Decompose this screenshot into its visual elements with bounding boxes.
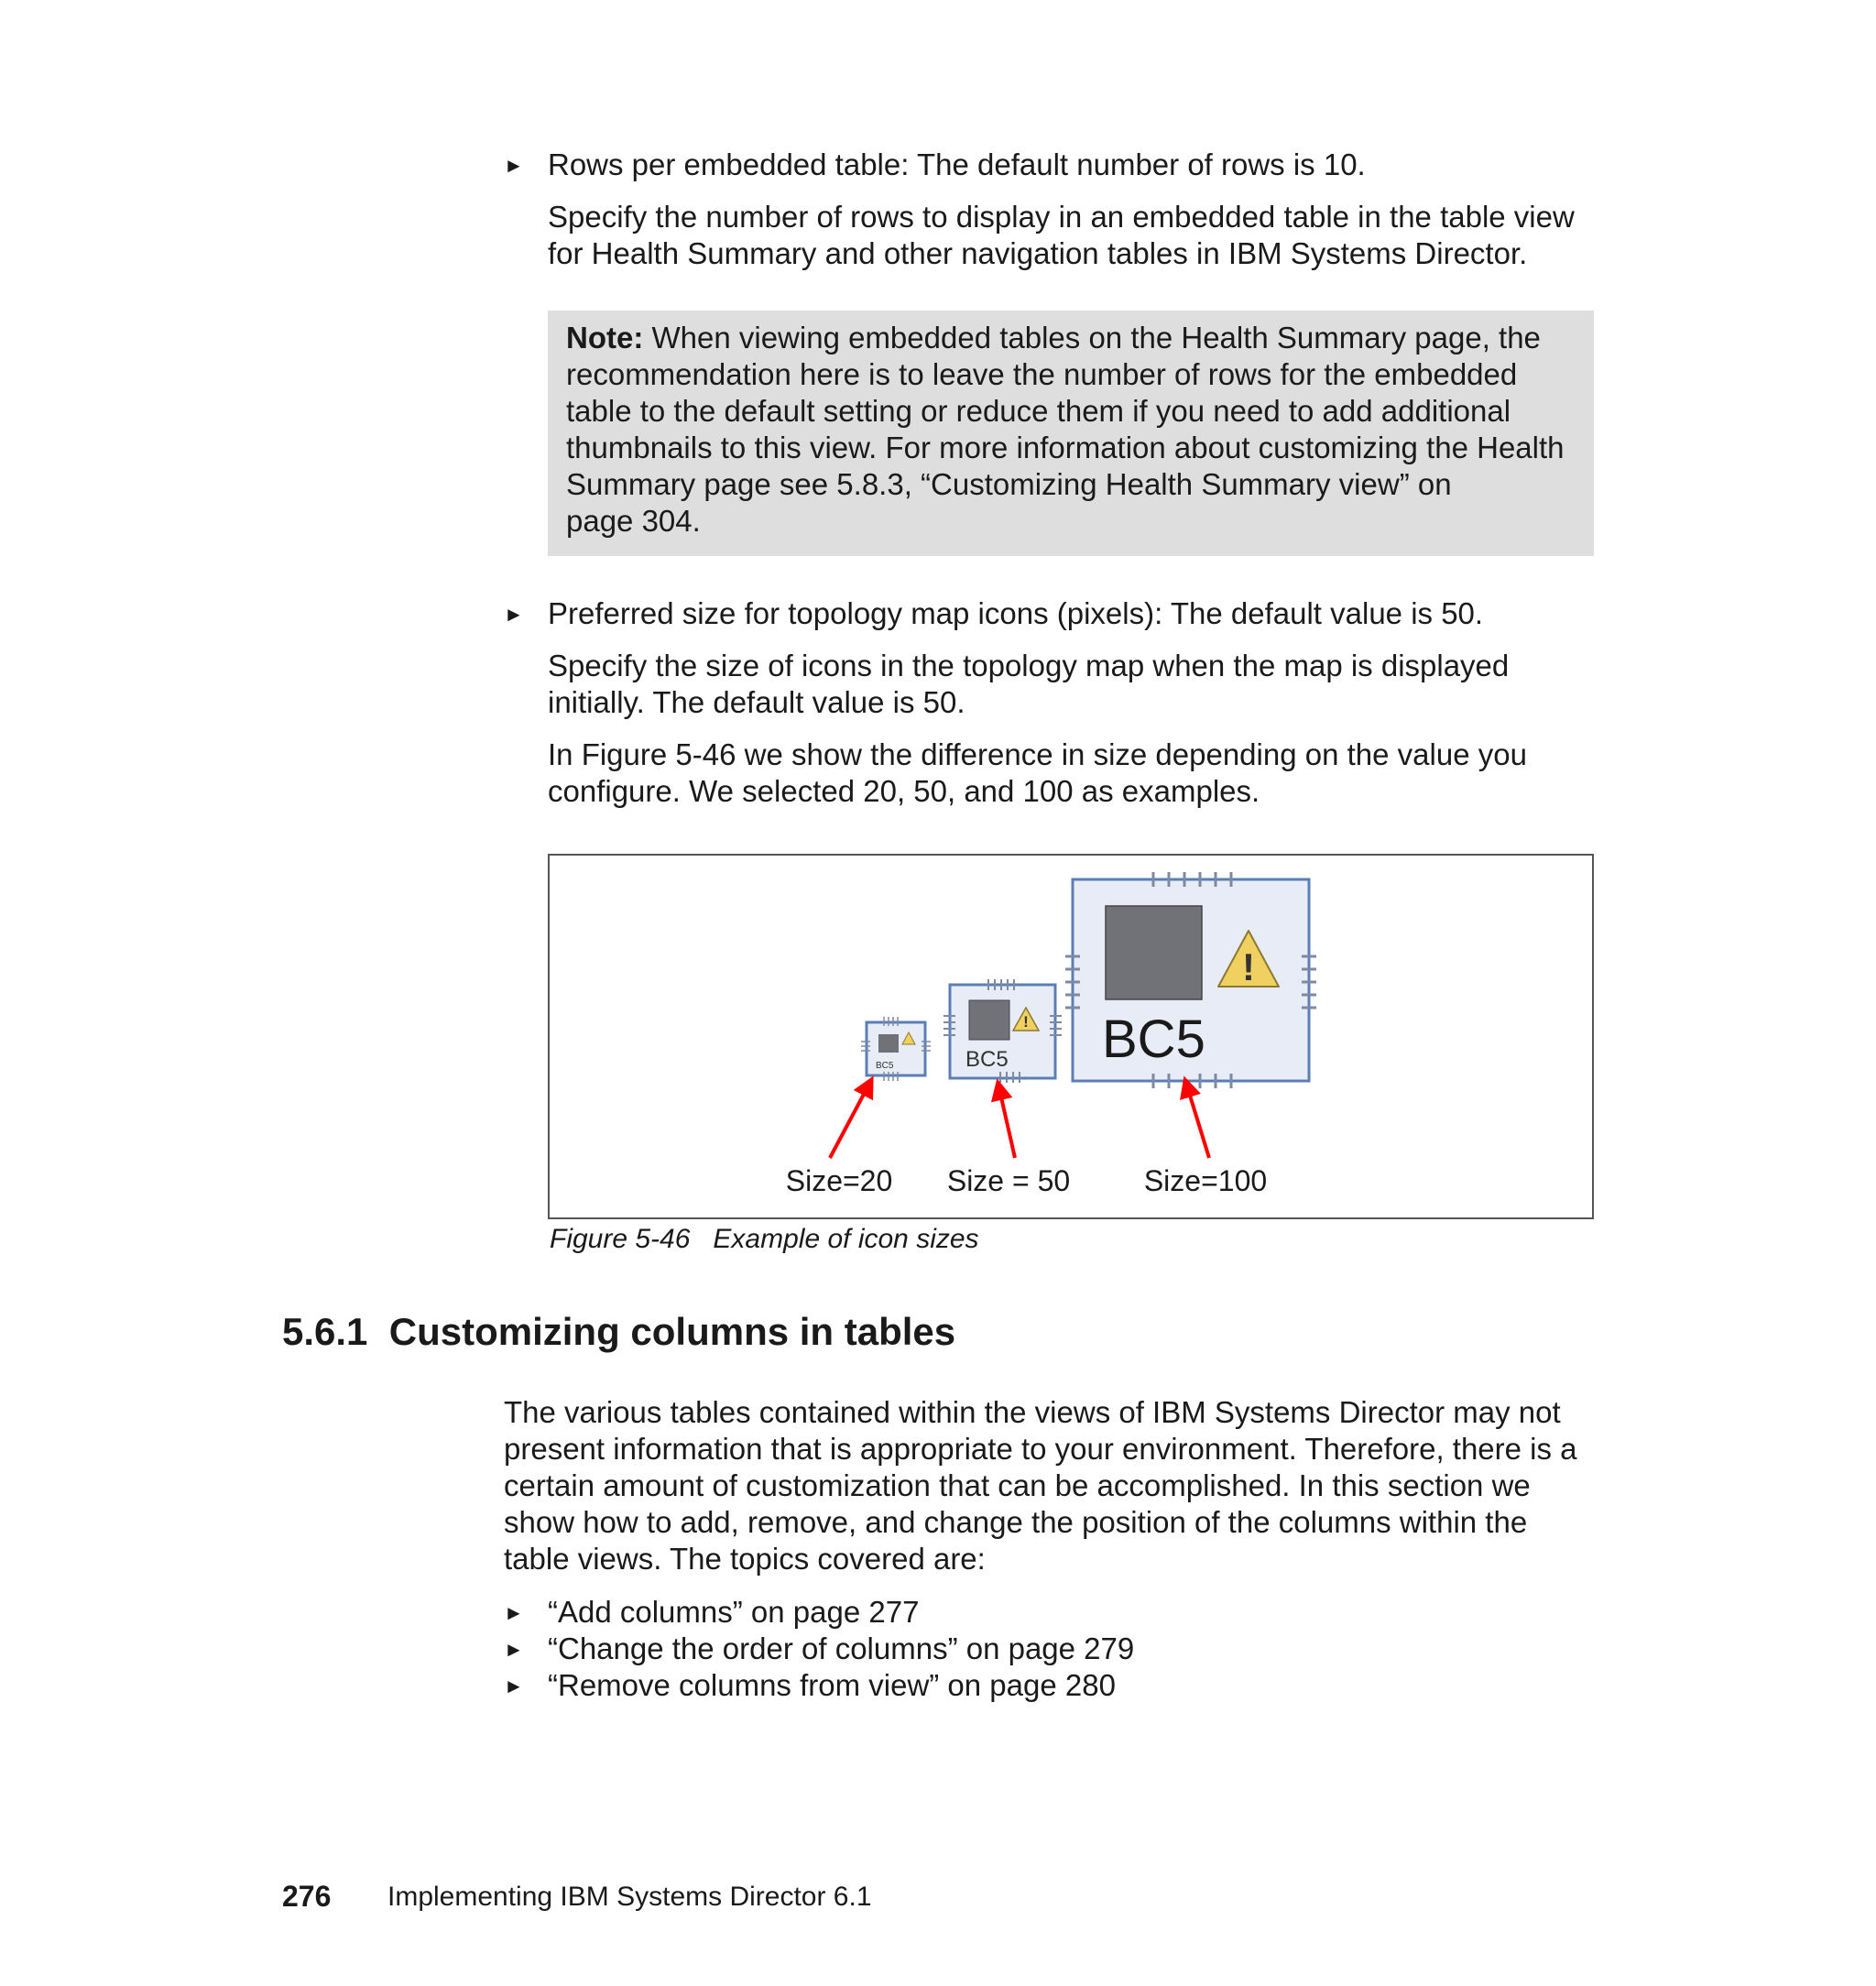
bullet-arrow-icon: ► xyxy=(504,1675,524,1697)
arrow-to-size-20 xyxy=(830,1086,868,1158)
icon-label-large: BC5 xyxy=(1102,1009,1205,1069)
arrow-to-size-100 xyxy=(1187,1086,1209,1158)
note-line-6: page 304. xyxy=(566,504,701,538)
bullet-arrow-icon: ► xyxy=(504,154,524,177)
arrow-to-size-50 xyxy=(999,1089,1015,1158)
note-line-5: Summary page see 5.8.3, “Customizing Health Summary view” on xyxy=(566,467,1452,501)
bullet-icon-size-desc-line-2: initially. The default value is 50. xyxy=(548,685,965,719)
server-icon-size-50 xyxy=(943,979,1062,1083)
topic-link-remove-columns[interactable]: “Remove columns from view” on page 280 xyxy=(548,1668,1116,1702)
size-label-20: Size=20 xyxy=(785,1164,893,1197)
figure-canvas xyxy=(550,856,1592,1217)
section-paragraph-line-5: table views. The topics covered are: xyxy=(504,1542,986,1576)
bullet-arrow-icon: ► xyxy=(504,1601,524,1624)
size-label-50: Size = 50 xyxy=(946,1164,1071,1197)
bullet-rows-desc-line-2: for Health Summary and other navigation tables in IBM Systems Director. xyxy=(548,236,1528,270)
figure-caption: Figure 5-46 Example of icon sizes xyxy=(550,1224,979,1254)
icon-label-small: BC5 xyxy=(876,1061,894,1071)
warning-exclamation: ! xyxy=(1242,945,1255,988)
book-title: Implementing IBM Systems Director 6.1 xyxy=(387,1882,872,1912)
bullet-icon-size-title: Preferred size for topology map icons (pixels): The default value is 50. xyxy=(548,596,1484,630)
bullet-rows-title: Rows per embedded table: The default number of rows is 10. xyxy=(548,147,1366,181)
note-line-3: table to the default setting or reduce them if you need to add additional xyxy=(566,394,1511,428)
topic-link-change-order[interactable]: “Change the order of columns” on page 279 xyxy=(548,1631,1135,1665)
note-box xyxy=(548,311,1594,556)
topic-link-add-columns[interactable]: “Add columns” on page 277 xyxy=(548,1595,920,1629)
server-icon-size-100 xyxy=(1065,872,1316,1088)
bullet-arrow-icon: ► xyxy=(504,603,524,626)
section-heading: 5.6.1 Customizing columns in tables xyxy=(282,1310,956,1353)
page-number: 276 xyxy=(282,1880,332,1913)
figure-icon-sizes xyxy=(548,854,1594,1219)
note-line-2: recommendation here is to leave the number of rows for the embedded xyxy=(566,357,1518,391)
bullet-icon-size-desc-line-1: Specify the size of icons in the topology map when the map is displayed xyxy=(548,649,1510,682)
section-paragraph-line-2: present information that is appropriate to your environment. Therefore, there is a xyxy=(504,1432,1577,1466)
note-label: Note: xyxy=(566,321,644,355)
bullet-arrow-icon: ► xyxy=(504,1638,524,1661)
note-line-4: thumbnails to this view. For more information about customizing the Health xyxy=(566,431,1565,464)
section-paragraph-line-4: show how to add, remove, and change the position of the columns within the xyxy=(504,1505,1528,1539)
bullet-icon-size-desc-line-4: configure. We selected 20, 50, and 100 as examples. xyxy=(548,774,1260,808)
bullet-icon-size-desc-line-3: In Figure 5-46 we show the difference in size depending on the value you xyxy=(548,737,1527,771)
section-paragraph-line-1: The various tables contained within the views of IBM Systems Director may not xyxy=(504,1395,1561,1429)
icon-label-medium: BC5 xyxy=(965,1047,1009,1072)
section-paragraph-line-3: certain amount of customization that can be accomplished. In this section we xyxy=(504,1468,1531,1502)
bullet-rows-desc-line-1: Specify the number of rows to display in an embedded table in the table view xyxy=(548,200,1575,234)
warning-exclamation: ! xyxy=(1023,1013,1029,1031)
note-line-1: Note: When viewing embedded tables on the Health Summary page, the xyxy=(566,321,1541,355)
size-label-100: Size=100 xyxy=(1143,1164,1268,1197)
server-icon-size-20 xyxy=(861,1017,931,1081)
